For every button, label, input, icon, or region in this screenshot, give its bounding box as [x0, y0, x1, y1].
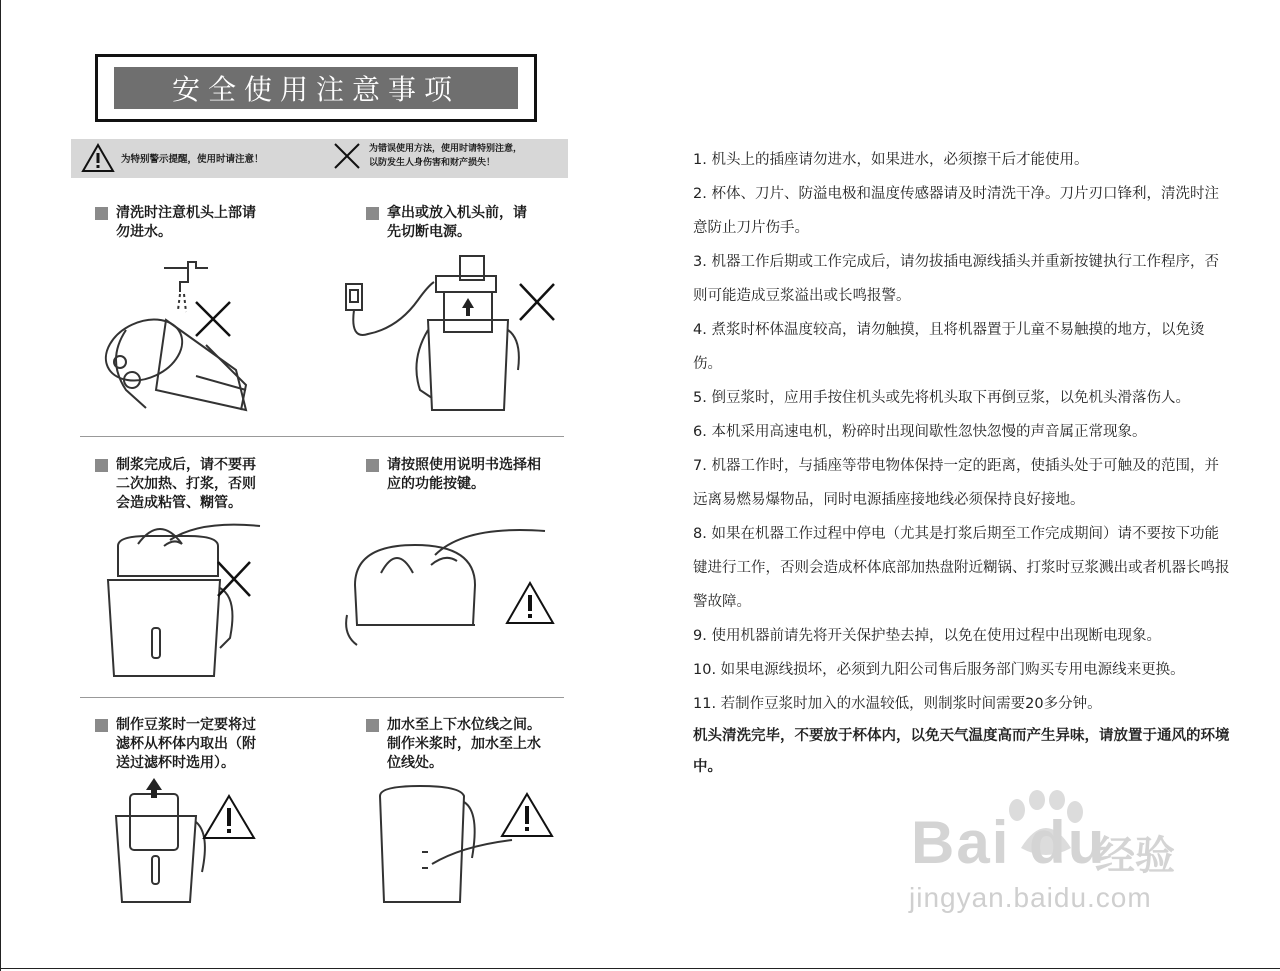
bullet-square: [95, 207, 108, 220]
legend-warning-text: 为特别警示提醒，使用时请注意！: [121, 154, 264, 165]
rule-item: 6. 本机采用高速电机，粉碎时出现间歇性忽快忽慢的声音属正常现象。: [693, 424, 1147, 440]
rule-item: 4. 煮浆时杯体温度较高，请勿触摸，且将机器置于儿童不易触摸的地方，以免烫伤。: [693, 322, 1205, 372]
caption-text: 制作豆浆时一定要将过 滤杯从杯体内取出（附 送过滤杯时选用）。: [116, 717, 256, 771]
warning-icon: [502, 794, 552, 836]
water-level-illustration: [372, 782, 557, 907]
title-frame: [95, 54, 537, 122]
rule-item: 9. 使用机器前请先将开关保护垫去掉，以免在使用过程中出现断电现象。: [693, 628, 1161, 644]
watermark-cn: 经验: [1095, 833, 1175, 879]
warning-icon: [204, 796, 254, 838]
caption-text: 加水至上下水位线之间。 制作米浆时，加水至上水 位线处。: [387, 717, 541, 771]
select-function-illustration: [345, 525, 560, 655]
bullet-square: [366, 459, 379, 472]
washing-head-illustration: [96, 250, 356, 425]
legend-forbid-line2: 以防发生人身伤害和财产损失！: [369, 158, 496, 168]
caption-text: 请按照使用说明书选择相 应的功能按键。: [387, 457, 541, 492]
bullet-square: [95, 459, 108, 472]
item-caption: [366, 204, 527, 242]
item-caption: [366, 456, 541, 494]
rule-item: 11. 若制作豆浆时加入的水温较低，则制浆时间需要20多分钟。: [693, 696, 1102, 712]
rule-item: 10. 如果电源线损坏，必须到九阳公司售后服务部门购买专用电源线来更换。: [693, 662, 1185, 678]
forbid-mark: [520, 284, 554, 320]
closing-note: 机头清洗完毕，不要放于杯体内，以免天气温度高而产生异味，请放置于通风的环境中。: [693, 728, 1230, 775]
warning-icon: [507, 583, 553, 623]
caption-text: 清洗时注意机头上部请 勿进水。: [116, 205, 256, 240]
rule-item: 7. 机器工作时，与插座等带电物体保持一定的距离，使插头处于可触及的范围，并远离易燃易爆物品，同时电源插座接地线必须保持良好接地。: [693, 458, 1219, 508]
item-caption: [366, 716, 541, 773]
legend-forbid: [333, 142, 522, 170]
item-caption: [95, 204, 256, 242]
watermark-brand: Bai du: [911, 809, 1107, 876]
rule-item: 8. 如果在机器工作过程中停电（尤其是打浆后期至工作完成期间）请不要按下功能键进行工作，否则会造成杯体底部加热盘附近糊锅、打浆时豆浆溅出或者机器长鸣报警故障。: [693, 526, 1230, 610]
caption-text: 制浆完成后，请不要再 二次加热、打浆，否则 会造成粘管、糊管。: [116, 457, 256, 511]
page-border-bottom: [0, 968, 1280, 969]
page-border-left: [0, 0, 1, 971]
rule-item: 1. 机头上的插座请勿进水，如果进水，必须擦干后才能使用。: [693, 152, 1089, 168]
item-caption: [95, 456, 256, 513]
section-divider: [80, 697, 564, 698]
safety-rules-list: [693, 143, 1233, 783]
legend-band: [71, 139, 568, 178]
unplug-head-illustration: [340, 250, 560, 420]
watermark-url: jingyan.baidu.com: [909, 882, 1152, 913]
no-reheat-illustration: [100, 518, 270, 688]
bullet-square: [366, 719, 379, 732]
forbid-icon: [333, 142, 361, 170]
legend-forbid-text: [369, 142, 522, 170]
rule-item: 5. 倒豆浆时，应用手按住机头或先将机头取下再倒豆浆，以免机头滑落伤人。: [693, 390, 1190, 406]
forbid-mark: [218, 562, 250, 596]
remove-filter-illustration: [108, 776, 258, 906]
baidu-watermark: [903, 790, 1203, 920]
bullet-square: [95, 719, 108, 732]
item-caption: [95, 716, 256, 773]
section-divider: [80, 436, 564, 437]
bullet-square: [366, 207, 379, 220]
legend-warning: [81, 143, 264, 173]
legend-forbid-line1: 为错误使用方法，使用时请特别注意，: [369, 144, 523, 154]
page-title: 安全使用注意事项: [114, 67, 518, 109]
forbid-mark: [196, 302, 230, 336]
rule-item: 3. 机器工作后期或工作完成后，请勿拔插电源线插头并重新按键执行工作程序，否则可能造成豆浆溢出或长鸣报警。: [693, 254, 1219, 304]
caption-text: 拿出或放入机头前，请 先切断电源。: [387, 205, 527, 240]
rule-item: 2. 杯体、刀片、防溢电极和温度传感器请及时清洗干净。刀片刃口锋利，清洗时注意防止刀片伤手。: [693, 186, 1219, 236]
warning-icon: [81, 143, 115, 173]
